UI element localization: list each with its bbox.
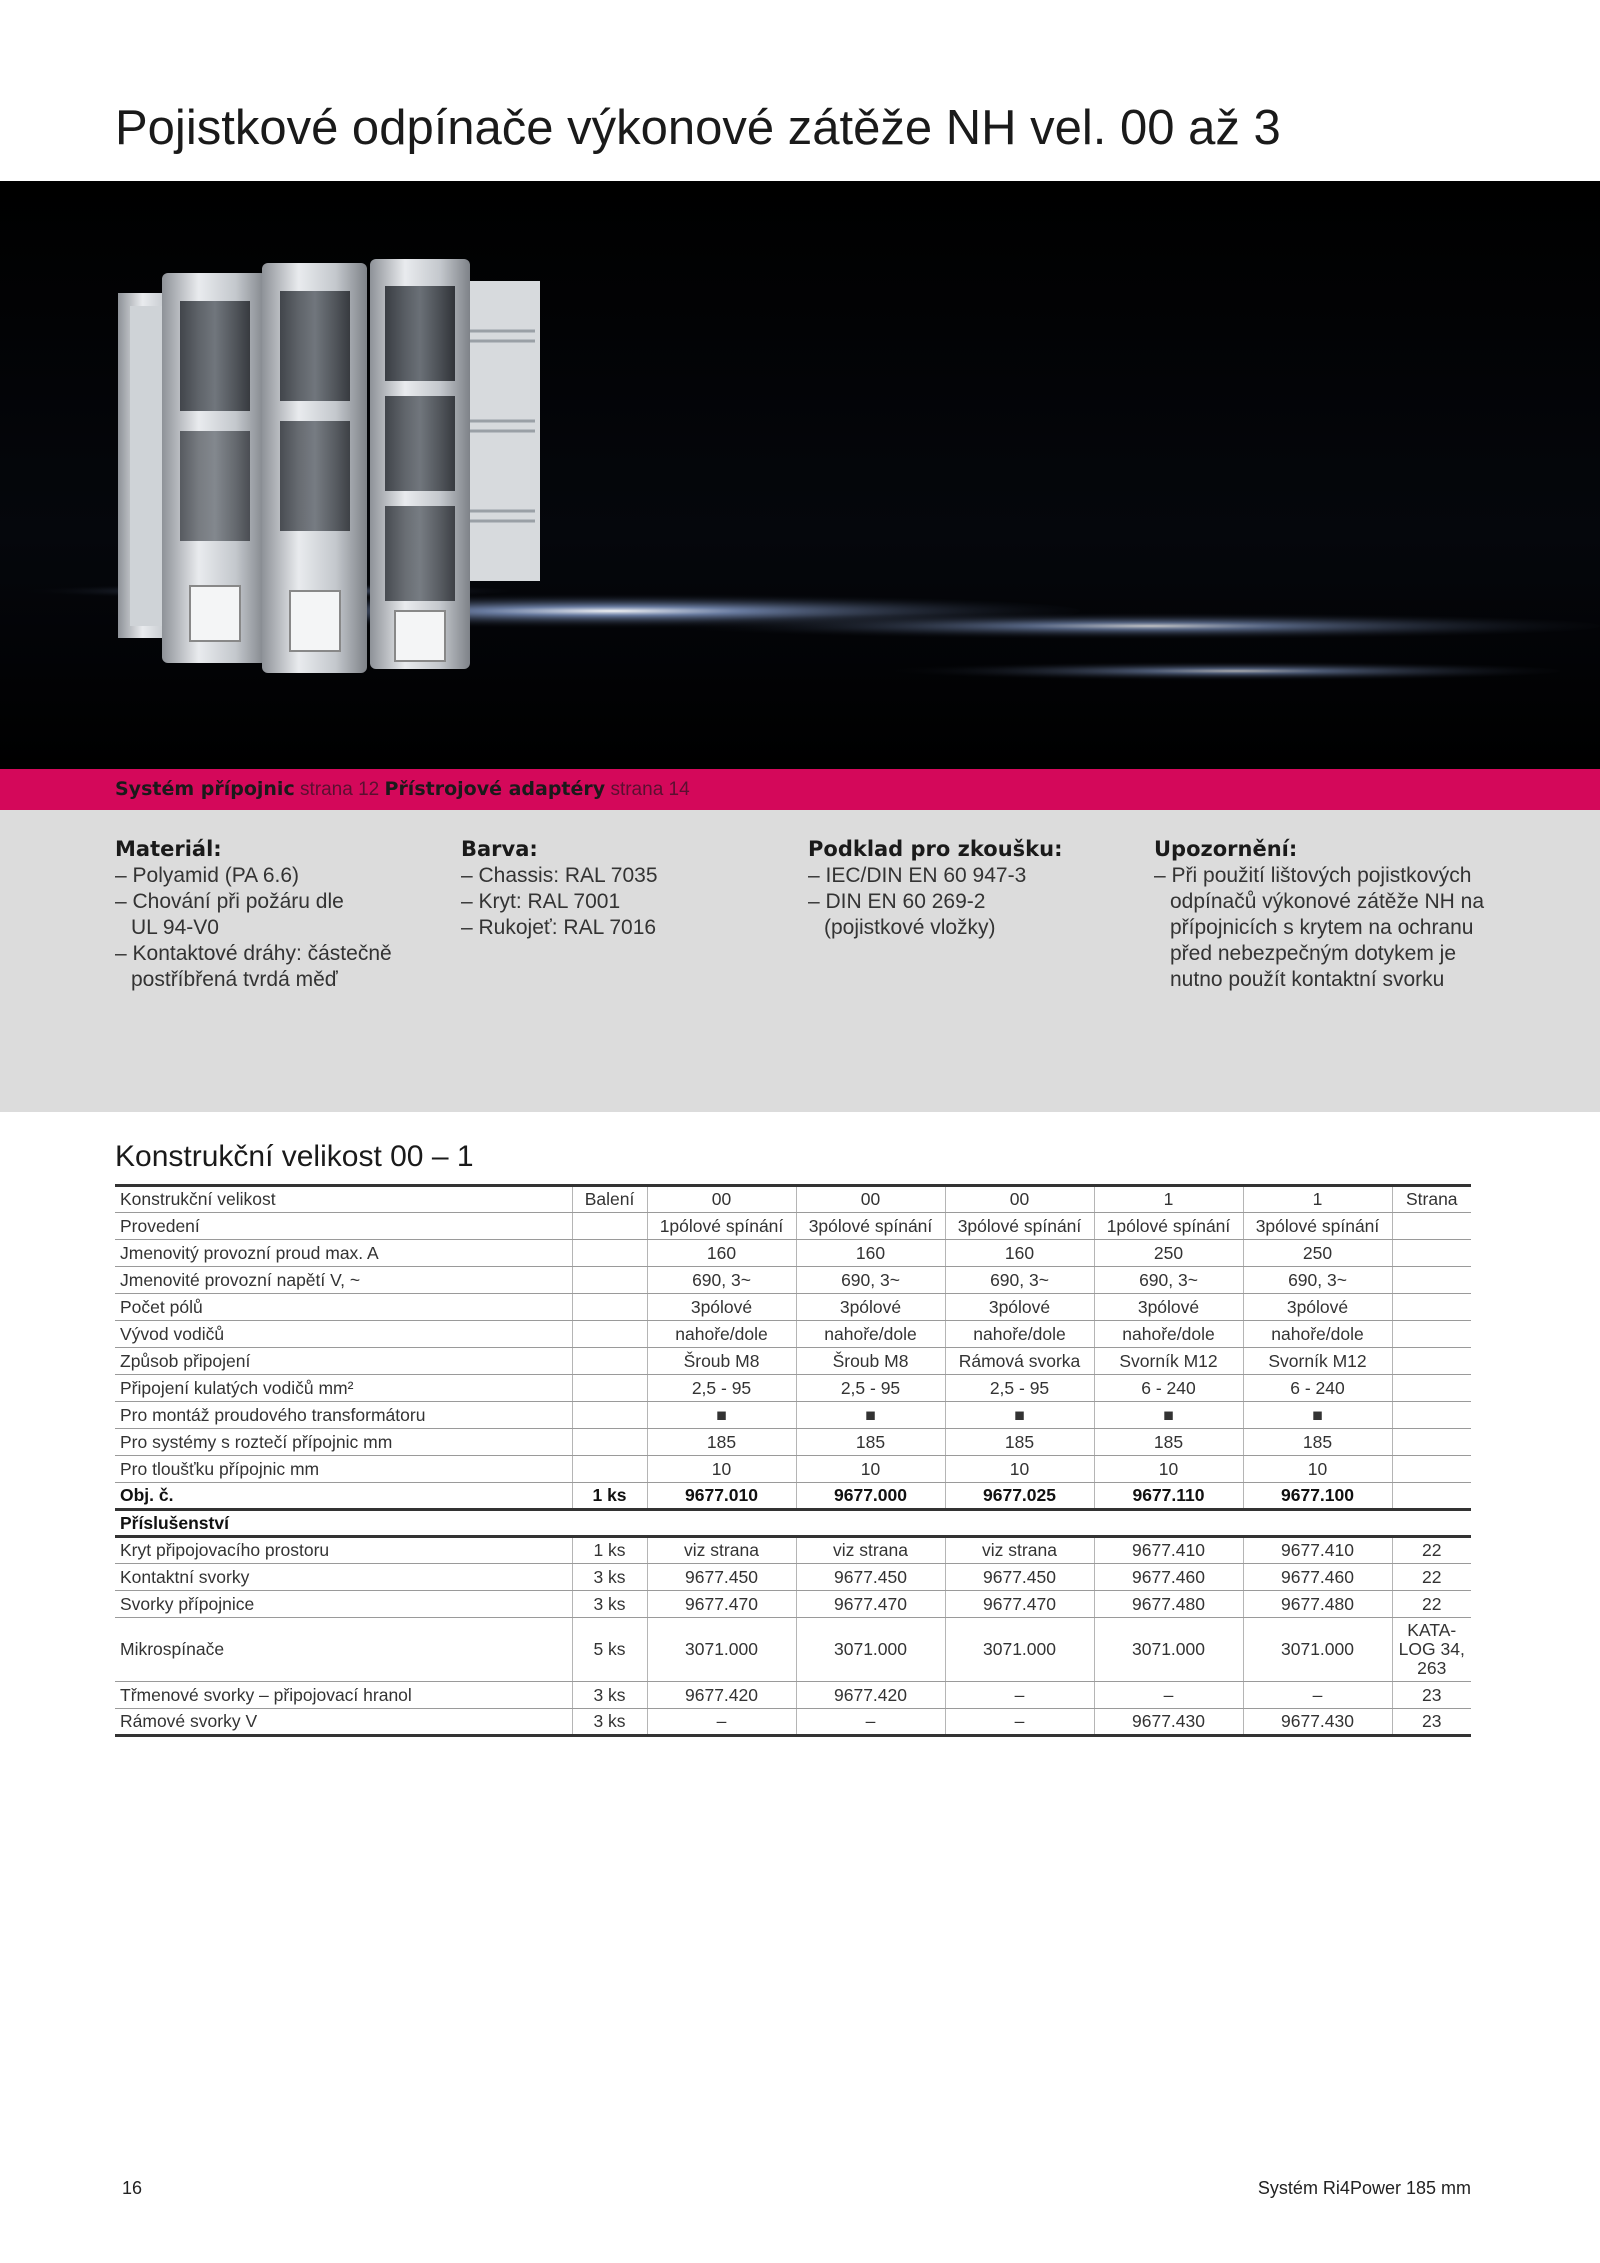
table-cell (1392, 1321, 1471, 1348)
row-label: Vývod vodičů (115, 1321, 572, 1348)
table-cell: 185 (1094, 1429, 1243, 1456)
table-cell: 185 (796, 1429, 945, 1456)
table-cell: nahoře/dole (945, 1321, 1094, 1348)
table-cell: – (1243, 1682, 1392, 1709)
row-label: Svorky přípojnice (115, 1591, 572, 1618)
table-cell: 9677.100 (1243, 1483, 1392, 1510)
info-line: – Kontaktové dráhy: částečně postříbřená tvrdá měď (115, 942, 392, 991)
table-cell: ■ (647, 1402, 796, 1429)
table-cell: 690, 3~ (1094, 1267, 1243, 1294)
table-cell: 00 (647, 1186, 796, 1213)
banner-page-adapters: strana 14 (610, 779, 690, 800)
info-heading: Podklad pro zkoušku: (808, 837, 1063, 861)
table-cell: 1 ks (572, 1483, 647, 1510)
table-row (115, 1564, 1471, 1591)
table-cell: 2,5 - 95 (796, 1375, 945, 1402)
info-heading: Upozornění: (1154, 837, 1298, 861)
table-cell: 690, 3~ (796, 1267, 945, 1294)
table-cell: 10 (647, 1456, 796, 1483)
table-row (115, 1682, 1471, 1709)
info-line: – Rukojeť: RAL 7016 (461, 916, 657, 939)
table-cell (572, 1267, 647, 1294)
table-cell: 9677.470 (647, 1591, 796, 1618)
row-label: Připojení kulatých vodičů mm² (115, 1375, 572, 1402)
table-cell: 250 (1094, 1240, 1243, 1267)
row-label: Provedení (115, 1213, 572, 1240)
table-cell (1392, 1402, 1471, 1429)
table-cell: 9677.410 (1243, 1537, 1392, 1564)
table-cell: 9677.470 (945, 1591, 1094, 1618)
table-row (115, 1375, 1471, 1402)
table-cell: 9677.420 (647, 1682, 796, 1709)
section-title: Konstrukční velikost 00 – 1 (115, 1140, 474, 1173)
banner-page-busbar: strana 12 (300, 779, 380, 800)
table-row (115, 1483, 1471, 1510)
info-heading: Barva: (461, 837, 538, 861)
table-cell: Šroub M8 (796, 1348, 945, 1375)
accessories-heading-row (115, 1510, 1471, 1537)
banner-link-busbar[interactable]: Systém přípojnic (115, 778, 295, 800)
table-cell: 3pólové spínání (796, 1213, 945, 1240)
table-cell: 690, 3~ (1243, 1267, 1392, 1294)
table-cell: 23 (1392, 1682, 1471, 1709)
info-test-basis (808, 835, 1138, 941)
table-cell: 690, 3~ (647, 1267, 796, 1294)
table-cell: 9677.480 (1243, 1591, 1392, 1618)
info-line: – Polyamid (PA 6.6) (115, 864, 300, 887)
table-cell: 23 (1392, 1709, 1471, 1736)
table-cell: Svorník M12 (1094, 1348, 1243, 1375)
table-cell (1392, 1348, 1471, 1375)
table-row (115, 1267, 1471, 1294)
row-label: Konstrukční velikost (115, 1186, 572, 1213)
table-cell: Rámová svorka (945, 1348, 1094, 1375)
info-line: – Při použití lištových pojistkových odpínačů výkonové zátěže NH na přípojnicích s krytem na ochranu před nebezpečným dotykem je nutno použít kontaktní svorku (1154, 864, 1485, 991)
table-cell: 3071.000 (647, 1618, 796, 1682)
table-cell: 10 (1094, 1456, 1243, 1483)
table-cell (1392, 1429, 1471, 1456)
table-cell: ■ (1094, 1402, 1243, 1429)
table-cell: 10 (1243, 1456, 1392, 1483)
table-cell: 185 (945, 1429, 1094, 1456)
table-row (115, 1186, 1471, 1213)
page-title: Pojistkové odpínače výkonové zátěže NH vel. 00 až 3 (115, 101, 1281, 155)
row-label: Pro systémy s roztečí přípojnic mm (115, 1429, 572, 1456)
info-line: – Kryt: RAL 7001 (461, 890, 621, 913)
table-cell (572, 1402, 647, 1429)
row-label: Jmenovitý provozní proud max. A (115, 1240, 572, 1267)
table-row (115, 1321, 1471, 1348)
table-row (115, 1591, 1471, 1618)
table-cell: nahoře/dole (1094, 1321, 1243, 1348)
specification-table (115, 1184, 1471, 1737)
table-cell: 3pólové (647, 1294, 796, 1321)
table-cell: 3071.000 (945, 1618, 1094, 1682)
table-cell: 690, 3~ (945, 1267, 1094, 1294)
table-cell: 9677.450 (647, 1564, 796, 1591)
info-line: – DIN EN 60 269-2 (pojistkové vložky) (808, 890, 996, 939)
table-cell: 1pólové spínání (1094, 1213, 1243, 1240)
info-material (115, 835, 445, 993)
table-cell: 250 (1243, 1240, 1392, 1267)
table-cell: nahoře/dole (796, 1321, 945, 1348)
table-cell: 1 (1243, 1186, 1392, 1213)
table-cell: 3 ks (572, 1564, 647, 1591)
table-cell (1392, 1375, 1471, 1402)
banner-link-adapters[interactable]: Přístrojové adaptéry (384, 778, 606, 800)
table-cell: – (796, 1709, 945, 1736)
table-cell: – (1094, 1682, 1243, 1709)
table-cell: 10 (796, 1456, 945, 1483)
table-cell: 9677.420 (796, 1682, 945, 1709)
table-cell (1392, 1267, 1471, 1294)
table-cell: – (945, 1682, 1094, 1709)
table-row (115, 1429, 1471, 1456)
table-cell: ■ (945, 1402, 1094, 1429)
table-cell (572, 1348, 647, 1375)
table-cell: 3pólové (945, 1294, 1094, 1321)
row-label: Mikrospínače (115, 1618, 572, 1682)
specification-box (0, 810, 1600, 1112)
table-cell (572, 1375, 647, 1402)
table-row (115, 1456, 1471, 1483)
table-cell: 160 (796, 1240, 945, 1267)
row-label: Kontaktní svorky (115, 1564, 572, 1591)
table-row (115, 1402, 1471, 1429)
table-row (115, 1709, 1471, 1736)
table-cell: 3pólové (1094, 1294, 1243, 1321)
table-cell: Strana (1392, 1186, 1471, 1213)
table-cell: viz strana (945, 1537, 1094, 1564)
info-line: – Chování při požáru dle UL 94-V0 (115, 890, 344, 939)
table-cell: 9677.010 (647, 1483, 796, 1510)
info-notice (1154, 835, 1484, 993)
table-cell: 160 (945, 1240, 1094, 1267)
info-line: – IEC/DIN EN 60 947-3 (808, 864, 1027, 887)
table-cell: 3071.000 (1243, 1618, 1392, 1682)
table-row (115, 1240, 1471, 1267)
table-row (115, 1294, 1471, 1321)
table-cell: 22 (1392, 1564, 1471, 1591)
table-cell: 3pólové (796, 1294, 945, 1321)
table-cell: Šroub M8 (647, 1348, 796, 1375)
table-cell: 5 ks (572, 1618, 647, 1682)
table-cell: 2,5 - 95 (647, 1375, 796, 1402)
table-row (115, 1213, 1471, 1240)
table-cell: 6 - 240 (1094, 1375, 1243, 1402)
table-cell: 9677.430 (1094, 1709, 1243, 1736)
table-cell: 9677.025 (945, 1483, 1094, 1510)
row-label: Kryt připojovacího prostoru (115, 1537, 572, 1564)
table-cell: 3pólové spínání (1243, 1213, 1392, 1240)
table-cell: 9677.470 (796, 1591, 945, 1618)
info-heading: Materiál: (115, 837, 222, 861)
cross-reference-banner (0, 769, 1600, 810)
table-cell: 3 ks (572, 1591, 647, 1618)
table-cell: 9677.460 (1243, 1564, 1392, 1591)
table-cell (1392, 1294, 1471, 1321)
table-cell: 1 ks (572, 1537, 647, 1564)
table-cell: 3 ks (572, 1682, 647, 1709)
table-cell (1392, 1213, 1471, 1240)
accessories-heading: Příslušenství (115, 1510, 1471, 1537)
table-cell: 185 (1243, 1429, 1392, 1456)
product-photo (0, 181, 1600, 769)
table-cell: 3 ks (572, 1709, 647, 1736)
table-cell (572, 1294, 647, 1321)
table-cell: ■ (1243, 1402, 1392, 1429)
table-cell: 9677.450 (796, 1564, 945, 1591)
row-label: Způsob připojení (115, 1348, 572, 1375)
table-cell: Svorník M12 (1243, 1348, 1392, 1375)
table-cell: 9677.450 (945, 1564, 1094, 1591)
table-cell: 1pólové spínání (647, 1213, 796, 1240)
table-cell: nahoře/dole (1243, 1321, 1392, 1348)
table-cell: 3071.000 (796, 1618, 945, 1682)
table-cell: nahoře/dole (647, 1321, 796, 1348)
table-row (115, 1348, 1471, 1375)
table-cell (1392, 1240, 1471, 1267)
table-cell: – (945, 1709, 1094, 1736)
table-cell: 9677.410 (1094, 1537, 1243, 1564)
table-cell: 1 (1094, 1186, 1243, 1213)
table-cell: 22 (1392, 1537, 1471, 1564)
table-cell: 6 - 240 (1243, 1375, 1392, 1402)
footer-system-name: Systém Ri4Power 185 mm (1257, 2178, 1471, 2198)
table-cell: 3071.000 (1094, 1618, 1243, 1682)
table-cell: 9677.480 (1094, 1591, 1243, 1618)
row-label: Pro montáž proudového transformátoru (115, 1402, 572, 1429)
table-cell: 160 (647, 1240, 796, 1267)
page-number: 16 (122, 2178, 143, 2198)
table-cell (1392, 1483, 1471, 1510)
table-cell: 185 (647, 1429, 796, 1456)
table-cell: 9677.110 (1094, 1483, 1243, 1510)
table-row (115, 1618, 1471, 1682)
table-cell (572, 1321, 647, 1348)
table-cell: 22 (1392, 1591, 1471, 1618)
table-cell: 00 (796, 1186, 945, 1213)
table-row (115, 1537, 1471, 1564)
row-label: Pro tloušťku přípojnic mm (115, 1456, 572, 1483)
table-cell: 00 (945, 1186, 1094, 1213)
table-cell: 3pólové (1243, 1294, 1392, 1321)
row-label: Počet pólů (115, 1294, 572, 1321)
table-cell: 2,5 - 95 (945, 1375, 1094, 1402)
row-label: Jmenovité provozní napětí V, ~ (115, 1267, 572, 1294)
table-cell: ■ (796, 1402, 945, 1429)
table-cell: 10 (945, 1456, 1094, 1483)
table-cell: Balení (572, 1186, 647, 1213)
table-cell: 9677.460 (1094, 1564, 1243, 1591)
table-cell: 9677.430 (1243, 1709, 1392, 1736)
table-cell (1392, 1456, 1471, 1483)
table-cell: KATA-LOG 34, 263 (1392, 1618, 1471, 1682)
info-line: – Chassis: RAL 7035 (461, 864, 658, 887)
info-color (461, 835, 791, 941)
row-label: Třmenové svorky – připojovací hranol (115, 1682, 572, 1709)
table-cell (572, 1213, 647, 1240)
table-cell: 9677.000 (796, 1483, 945, 1510)
row-label: Rámové svorky V (115, 1709, 572, 1736)
table-cell: viz strana (796, 1537, 945, 1564)
row-label: Obj. č. (115, 1483, 572, 1510)
table-cell (572, 1456, 647, 1483)
table-cell: viz strana (647, 1537, 796, 1564)
table-cell: 3pólové spínání (945, 1213, 1094, 1240)
table-cell (572, 1429, 647, 1456)
table-cell (572, 1240, 647, 1267)
table-cell: – (647, 1709, 796, 1736)
